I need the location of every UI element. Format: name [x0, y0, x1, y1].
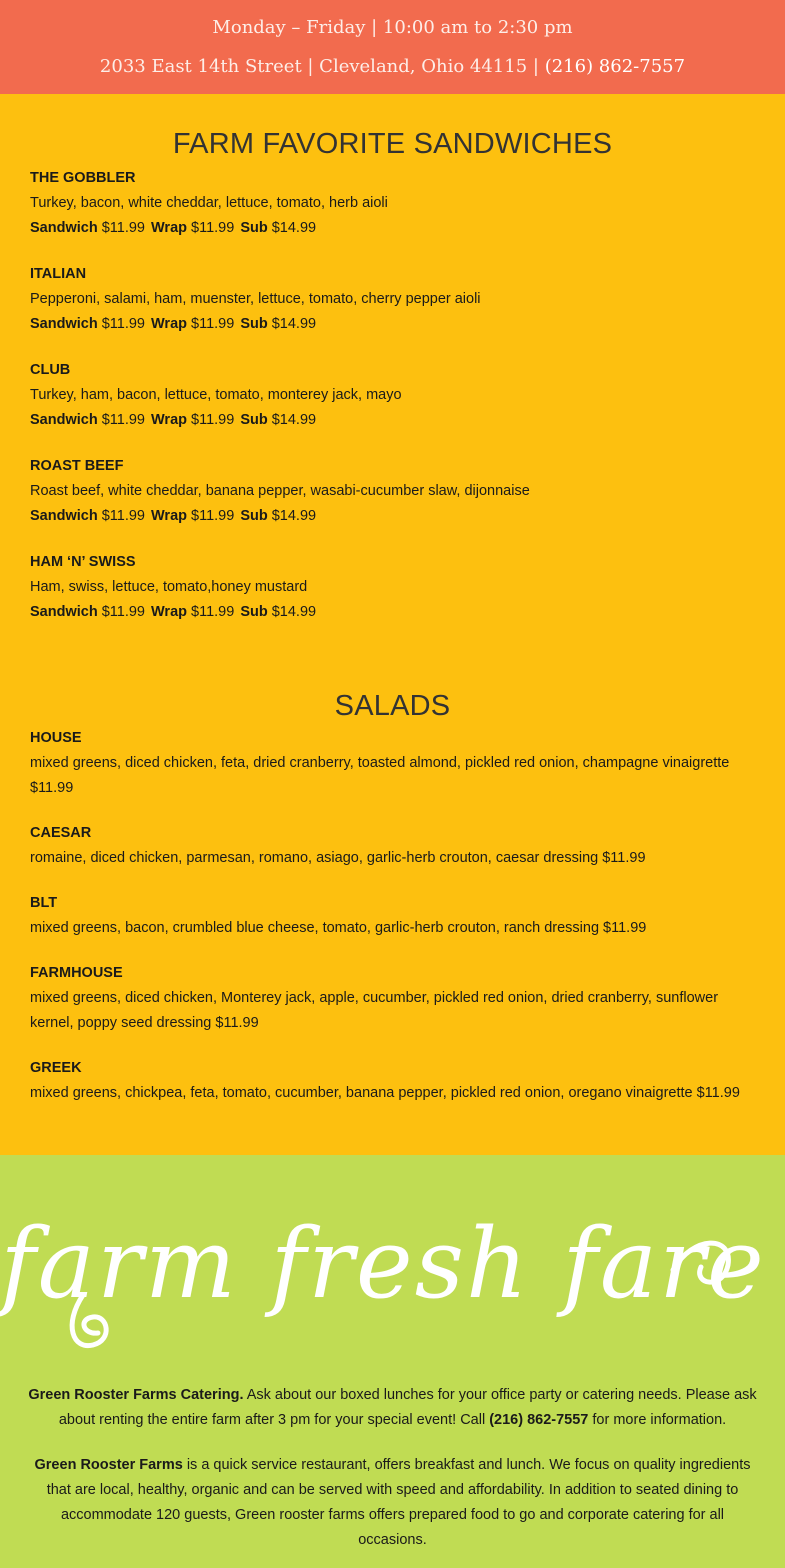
wrap-price: $11.99 [191, 604, 235, 620]
catering-text-end: for more information. [588, 1412, 727, 1428]
sandwich-price: $11.99 [101, 508, 145, 524]
salad-name: FARMHOUSE [30, 965, 123, 981]
catering-heading: Green Rooster Farms Catering. [28, 1387, 244, 1403]
sub-label: Sub [240, 604, 268, 620]
salad-list [30, 726, 755, 1106]
wrap-price: $11.99 [191, 220, 235, 236]
sandwich-prices [30, 408, 755, 433]
address-line [0, 40, 785, 79]
sandwich-description: Ham, swiss, lettuce, tomato,honey mustard [30, 579, 308, 595]
logo-script-graphic [0, 1205, 766, 1355]
salad-description: mixed greens, diced chicken, Monterey jack, apple, cucumber, pickled red onion, dried cranberry, sunflower kernel, poppy seed dressing $11.99 [30, 990, 719, 1031]
salad-item [30, 961, 755, 1036]
sub-price: $14.99 [271, 508, 317, 524]
sandwich-description: Turkey, ham, bacon, lettuce, tomato, monterey jack, mayo [30, 387, 402, 403]
sandwich-item [30, 454, 755, 529]
sub-price: $14.99 [271, 412, 317, 428]
sandwich-prices [30, 216, 755, 241]
sandwich-name: CLUB [30, 362, 71, 378]
wrap-label: Wrap [151, 604, 187, 620]
sandwich-label: Sandwich [30, 604, 98, 620]
sandwich-price: $11.99 [101, 412, 145, 428]
salad-item [30, 821, 755, 871]
sandwiches-title: FARM FAVORITE SANDWICHES [172, 128, 613, 160]
sandwich-item [30, 166, 755, 241]
salad-description: mixed greens, chickpea, feta, tomato, cucumber, banana pepper, pickled red onion, oregano vinaigrette $11.99 [30, 1085, 740, 1101]
info-header [0, 0, 785, 94]
about-paragraph [28, 1453, 757, 1553]
sandwich-name: ITALIAN [30, 266, 87, 282]
about-text: is a quick service restaurant, offers breakfast and lunch. We focus on quality ingredients that are local, healthy, organic and can be served with speed and affordability. In addition to seated dining to accommodate 120 guests, Green rooster farms offers prepared food to go and corporate catering for all occasions. [46, 1457, 751, 1548]
sub-price: $14.99 [271, 220, 317, 236]
salad-name: GREEK [30, 1060, 82, 1076]
menu-section [0, 94, 785, 1155]
sandwich-label: Sandwich [30, 508, 98, 524]
sub-label: Sub [240, 508, 268, 524]
catering-phone-link[interactable]: (216) 862-7557 [489, 1412, 589, 1428]
salad-name: CAESAR [30, 825, 92, 841]
wrap-price: $11.99 [191, 316, 235, 332]
sandwich-price: $11.99 [101, 220, 145, 236]
sandwich-list [30, 166, 755, 625]
about-heading: Green Rooster Farms [34, 1457, 183, 1473]
wrap-price: $11.99 [191, 412, 235, 428]
wrap-price: $11.99 [191, 508, 235, 524]
salad-name: BLT [30, 895, 58, 911]
sandwich-label: Sandwich [30, 316, 98, 332]
sub-price: $14.99 [271, 316, 317, 332]
salad-item [30, 1056, 755, 1106]
sandwich-item [30, 358, 755, 433]
sub-label: Sub [240, 316, 268, 332]
salad-description: mixed greens, bacon, crumbled blue cheese, tomato, garlic-herb crouton, ranch dressing $11.99 [30, 920, 647, 936]
sub-label: Sub [240, 412, 268, 428]
sandwich-name: ROAST BEEF [30, 458, 124, 474]
salad-name: HOUSE [30, 730, 82, 746]
farm-fresh-fare-logo [0, 1155, 766, 1383]
wrap-label: Wrap [151, 220, 187, 236]
hours-text: Monday – Friday | 10:00 am to 2:30 pm [212, 17, 573, 38]
sandwich-description: Roast beef, white cheddar, banana pepper, wasabi-cucumber slaw, dijonnaise [30, 483, 530, 499]
catering-paragraph [28, 1383, 757, 1433]
sandwich-item [30, 550, 755, 625]
address-text: 2033 East 14th Street | Cleveland, Ohio 44115 | [99, 56, 539, 77]
sandwich-label: Sandwich [30, 220, 98, 236]
sandwich-price: $11.99 [101, 604, 145, 620]
sandwich-prices [30, 312, 755, 337]
sub-label: Sub [240, 220, 268, 236]
sandwich-price: $11.99 [101, 316, 145, 332]
salad-description: mixed greens, diced chicken, feta, dried cranberry, toasted almond, pickled red onion, champagne vinaigrette $11.99 [30, 755, 730, 796]
salads-title: SALADS [334, 690, 451, 722]
logo-script-text: farm fresh fare [0, 1208, 766, 1320]
sandwich-name: HAM ‘N’ SWISS [30, 554, 136, 570]
sandwich-name: THE GOBBLER [30, 170, 136, 186]
salad-item [30, 726, 755, 801]
sandwich-description: Pepperoni, salami, ham, muenster, lettuce, tomato, cherry pepper aioli [30, 291, 481, 307]
footer-section [0, 1155, 785, 1568]
wrap-label: Wrap [151, 412, 187, 428]
salad-item [30, 891, 755, 941]
sandwich-prices [30, 600, 755, 625]
catering-text: Ask about our boxed lunches for your office party or catering needs. Please ask about renting the entire farm after 3 pm for your special event! Call [58, 1387, 757, 1428]
wrap-label: Wrap [151, 316, 187, 332]
sandwich-prices [30, 504, 755, 529]
sandwich-description: Turkey, bacon, white cheddar, lettuce, tomato, herb aioli [30, 195, 388, 211]
sandwich-item [30, 262, 755, 337]
sub-price: $14.99 [271, 604, 317, 620]
wrap-label: Wrap [151, 508, 187, 524]
salad-description: romaine, diced chicken, parmesan, romano, asiago, garlic-herb crouton, caesar dressing $11.99 [30, 850, 646, 866]
phone-link[interactable]: (216) 862-7557 [544, 56, 686, 77]
sandwich-label: Sandwich [30, 412, 98, 428]
